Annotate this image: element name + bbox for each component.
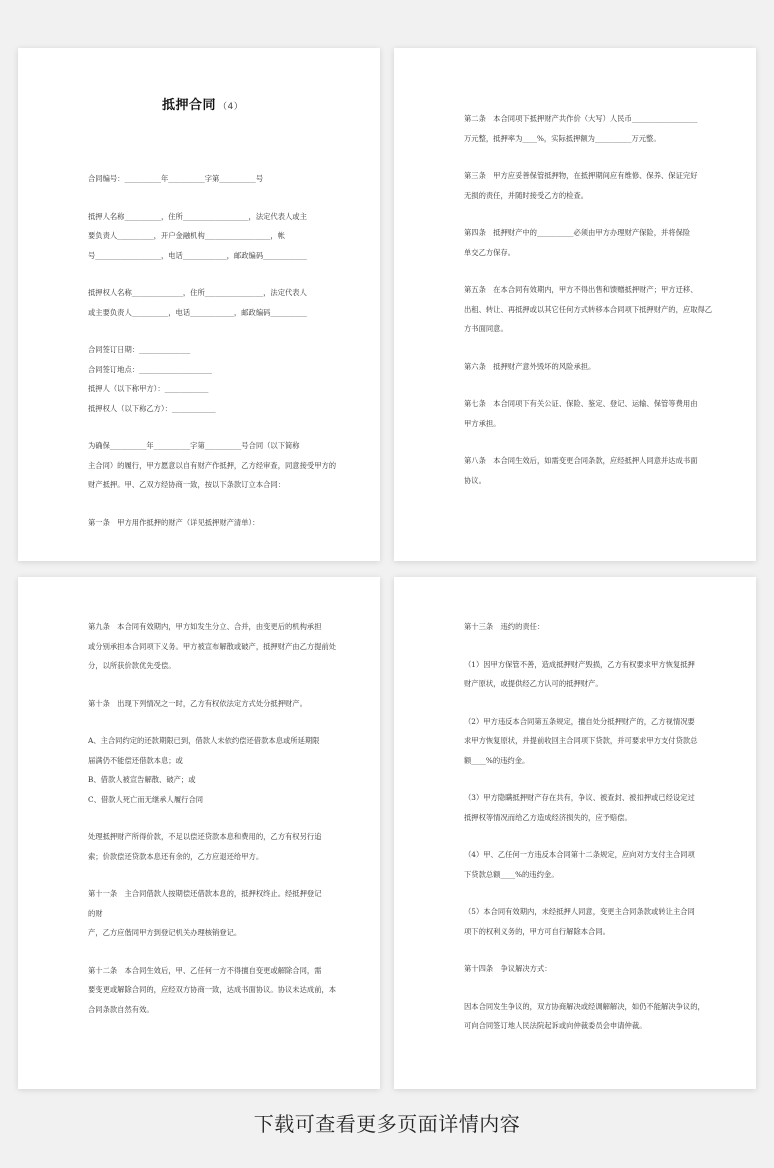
document-line: 第七条 本合同项下有关公证、保险、鉴定、登记、运输、保管等费用由 <box>464 399 698 408</box>
paragraph-gap <box>88 495 352 513</box>
paragraph-gap <box>88 265 352 283</box>
document-line: 方书面同意。 <box>464 324 508 333</box>
paragraph-gap <box>464 884 710 902</box>
document-line: A、主合同约定的还款期限已到，借款人未依约偿还借款本息或所延期限 <box>88 736 320 745</box>
document-line: 抵押人名称__________，住所__________________，法定代表人或主 <box>88 211 307 221</box>
paragraph-gap <box>464 339 710 357</box>
document-line: 万元整，抵押率为____%，实际抵押额为__________万元整。 <box>464 133 661 143</box>
document-line: 或分别承担本合同项下义务。甲方被宣布解散或破产，抵押财产由乙方提前处 <box>88 641 337 651</box>
page-4-text <box>464 617 710 1036</box>
document-line: 届满仍不能偿还借款本息；或 <box>88 755 183 765</box>
document-line: 第五条 在本合同有效期内，甲方不得出售和馈赠抵押财产；甲方迁移、 <box>464 285 698 294</box>
document-line: 额____%的违约金。 <box>464 755 530 765</box>
paragraph-gap <box>464 770 710 788</box>
document-page-1 <box>18 48 380 561</box>
document-line: 第四条 抵押财产中的__________必须由甲方办理财产保险，并将保险 <box>464 228 691 237</box>
paragraph-gap <box>464 979 710 997</box>
document-line: 因本合同发生争议的，双方协商解决或经调解解决，如仍不能解决争议的， <box>464 1001 705 1011</box>
document-line: 为确保__________年__________字第__________号合同（以下简称 <box>88 441 300 450</box>
document-line: 求甲方恢复原状，并提前收回主合同项下贷款，并可要求甲方支付贷款总 <box>464 736 698 745</box>
document-line: 第一条 甲方用作抵押的财产（详见抵押财产清单）： <box>88 517 260 527</box>
document-line: 出租、转让、再抵押或以其它任何方式转移本合同项下抵押财产的，应取得乙 <box>464 304 713 314</box>
document-line: 单交乙方保存。 <box>464 247 516 257</box>
document-line: 项下的权利义务的，甲方可自行解除本合同。 <box>464 926 610 936</box>
document-line: 或主要负责人__________，电话____________，邮政编码__________ <box>88 307 307 317</box>
document-line: 甲方承担。 <box>464 418 501 428</box>
paragraph-gap <box>464 433 710 451</box>
document-line: （5）本合同有效期内，未经抵押人同意，变更主合同条款或转让主合同 <box>464 907 695 916</box>
document-title <box>162 94 352 113</box>
document-line: （3）甲方隐瞒抵押财产存在共有，争议、被查封、被扣押或已经设定过 <box>464 793 695 802</box>
document-line: 抵押人（以下称甲方）：____________ <box>88 384 209 393</box>
paragraph-gap <box>464 376 710 394</box>
document-line: 财产抵押。甲、乙双方经协商一致，按以下条款订立本合同： <box>88 480 286 489</box>
document-line: （4）甲、乙任何一方违反本合同第十二条规定，应向对方支付主合同项 <box>464 850 695 859</box>
document-line: 产，乙方应偕同甲方到登记机关办理核销登记。 <box>88 928 242 937</box>
document-line: 合同签订日期：______________ <box>88 345 191 354</box>
document-line: 第十三条 违约的责任： <box>464 622 545 631</box>
paragraph-gap <box>464 262 710 280</box>
document-line: 第十二条 本合同生效后，甲、乙任何一方不得擅自变更或解除合同，需 <box>88 965 322 975</box>
document-line: 财产原状，或提供经乙方认可的抵押财产。 <box>464 679 603 688</box>
document-line: 无损的责任，并随时接受乙方的检查。 <box>464 190 589 200</box>
document-line: 合同条款自然有效。 <box>88 1004 154 1014</box>
paragraph-gap <box>464 148 710 166</box>
title-number: （4） <box>218 102 244 112</box>
document-line: 第十一条 主合同借款人按期偿还借款本息的，抵押权终止。经抵押登记 <box>88 889 322 898</box>
document-page-2 <box>394 48 756 561</box>
document-page-4 <box>394 577 756 1089</box>
paragraph-gap <box>464 205 710 223</box>
paragraph-gap <box>88 943 334 961</box>
paragraph-gap <box>88 189 352 207</box>
document-line: 第六条 抵押财产意外毁坏的风险承担。 <box>464 361 596 371</box>
document-page-3 <box>18 577 380 1089</box>
document-line: 要负责人__________，开户金融机构__________________，帐 <box>88 231 286 240</box>
document-line: 第十条 出现下列情况之一时，乙方有权依法定方式处分抵押财产。 <box>88 698 307 708</box>
document-line: 抵押权人（以下称乙方）：____________ <box>88 403 216 413</box>
document-line: 索；价款偿还贷款本息还有余的，乙方应退还给甲方。 <box>88 851 264 861</box>
document-line: （2）甲方违反本合同第五条规定，擅自处分抵押财产的，乙方视情况要 <box>464 716 695 726</box>
paragraph-gap <box>464 941 710 959</box>
document-line: 抵押权人名称______________，住所________________，法定代表人 <box>88 288 307 297</box>
paragraph-gap <box>464 637 710 655</box>
document-line: 抵押权等情况而给乙方造成经济损失的，应予赔偿。 <box>464 812 632 822</box>
paragraph-gap <box>88 322 352 340</box>
page-2-text <box>464 109 713 490</box>
document-line: 第三条 甲方应妥善保管抵押物，在抵押期间应有维修、保养、保证完好 <box>464 171 698 180</box>
download-more-banner[interactable]: 下载可查看更多页面详情内容 <box>253 1112 521 1136</box>
document-line: 可向合同签订地人民法院起诉或向仲裁委员会申请仲裁。 <box>464 1021 647 1030</box>
title-text: 抵押合同 <box>162 98 217 113</box>
document-line: 处理抵押财产所得价款，不足以偿还贷款本息和费用的，乙方有权另行追 <box>88 832 322 841</box>
paragraph-gap <box>88 866 334 884</box>
page-1-text <box>88 169 352 532</box>
document-line: 的财 <box>88 908 103 918</box>
document-line: 号__________________，电话____________，邮政编码____________ <box>88 250 307 260</box>
document-line: 主合同）的履行，甲方愿意以自有财产作抵押，乙方经审查，同意接受甲方的 <box>88 460 337 470</box>
document-line: 第十四条 争议解决方式： <box>464 964 552 973</box>
document-line: 合同签订地点：____________________ <box>88 364 213 374</box>
document-line: C、借款人死亡而无继承人履行合同 <box>88 794 204 804</box>
paragraph-gap <box>88 809 334 827</box>
document-line: 分，以所获价款优先受偿。 <box>88 661 176 670</box>
paragraph-gap <box>464 827 710 845</box>
document-line: 要变更或解除合同的，应经双方协商一致，达成书面协议。协议未达成前，本 <box>88 985 337 994</box>
paragraph-gap <box>88 713 334 731</box>
document-line: 协议。 <box>464 475 486 485</box>
page-3-text <box>88 617 337 1019</box>
document-line: 第二条 本合同项下抵押财产共作价（大写）人民币__________________ <box>464 114 698 123</box>
document-line: 下贷款总额____%的违约金。 <box>464 869 559 879</box>
document-line: 第八条 本合同生效后，如需变更合同条款，应经抵押人同意并达成书面 <box>464 456 698 465</box>
document-line: （1）因甲方保管不善，造成抵押财产毁损，乙方有权要求甲方恢复抵押 <box>464 659 695 669</box>
paragraph-gap <box>88 418 352 436</box>
document-line: 第九条 本合同有效期内，甲方如发生分立、合并，由变更后的机构承担 <box>88 622 322 631</box>
document-line: 合同编号：__________年__________字第__________号 <box>88 174 264 183</box>
paragraph-gap <box>464 694 710 712</box>
paragraph-gap <box>88 676 334 694</box>
document-line: B、借款人被宣告解散、破产；或 <box>88 775 196 784</box>
